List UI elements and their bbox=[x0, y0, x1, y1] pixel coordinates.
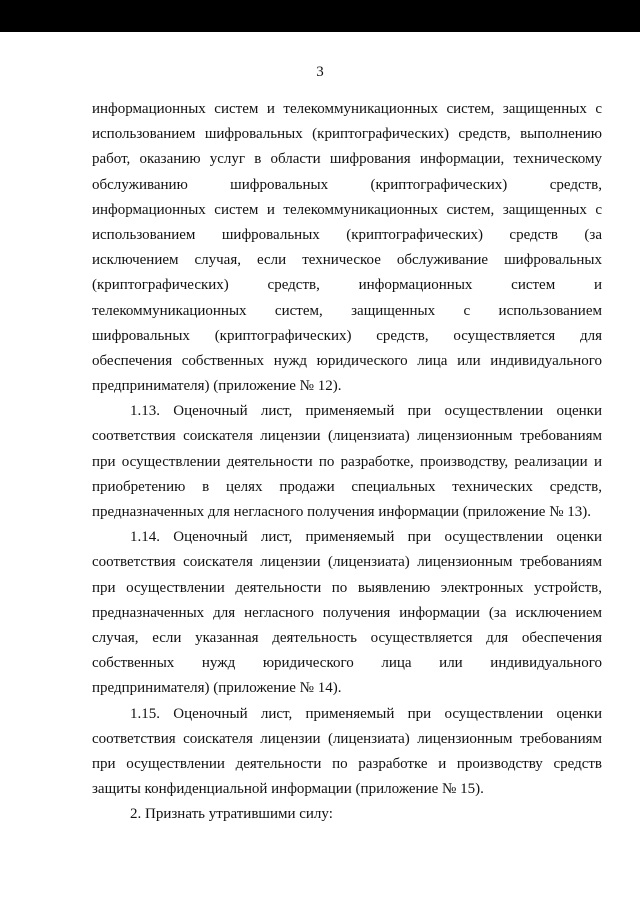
text-line: приобретению в целях продажи специальных технических средств, bbox=[92, 478, 602, 495]
paragraph-1-14-first-line: 1.14. Оценочный лист, применяемый при осуществлении оценки bbox=[130, 529, 602, 546]
text-line: информационных систем и телекоммуникационных систем, защищенных с bbox=[92, 101, 602, 117]
page-number: 3 bbox=[316, 64, 324, 80]
text-line: при осуществлении деятельности по выявлению электронных устройств, bbox=[92, 579, 602, 596]
paragraph-2-first-line: 2. Признать утратившими силу: bbox=[130, 806, 333, 823]
text-line: исключением случая, если техническое обслуживание шифровальных bbox=[92, 252, 602, 269]
text-line: при осуществлении деятельности по разработке и производству средств bbox=[92, 755, 602, 772]
document-body bbox=[92, 97, 602, 827]
text-line: собственных нужд юридического лица или индивидуального bbox=[92, 655, 602, 672]
paragraph-1-15-first-line: 1.15. Оценочный лист, применяемый при осуществлении оценки bbox=[130, 705, 602, 722]
text-line: при осуществлении деятельности по разработке, производству, реализации и bbox=[92, 453, 602, 470]
text-line: предназначенных для негласного получения информации (за исключением bbox=[92, 604, 602, 621]
text-line: обслуживанию шифровальных (криптографических) средств, bbox=[92, 176, 602, 193]
text-line: (криптографических) средств, информационных систем и bbox=[92, 277, 602, 294]
text-line: предназначенных для негласного получения информации (приложение № 13). bbox=[92, 504, 591, 520]
text-line: соответствия соискателя лицензии (лицензиата) лицензионным требованиям bbox=[92, 730, 602, 747]
text-line: случая, если указанная деятельность осуществляется для обеспечения bbox=[92, 629, 602, 646]
text-line: использованием шифровальных (криптографических) средств (за bbox=[92, 226, 602, 243]
paragraph-1-13-first-line: 1.13. Оценочный лист, применяемый при осуществлении оценки bbox=[130, 403, 602, 420]
text-line: работ, оказанию услуг в области шифрования информации, техническому bbox=[92, 151, 602, 168]
text-line: соответствия соискателя лицензии (лицензиата) лицензионным требованиям bbox=[92, 428, 602, 445]
text-line: шифровальных (криптографических) средств, осуществляется для bbox=[92, 327, 602, 344]
text-line: предпринимателя) (приложение № 12). bbox=[92, 378, 342, 395]
text-line: информационных систем и телекоммуникационных систем, защищенных с bbox=[92, 201, 602, 218]
text-line: телекоммуникационных систем, защищенных с использованием bbox=[92, 302, 602, 319]
text-line: предпринимателя) (приложение № 14). bbox=[92, 680, 342, 697]
text-line: обеспечения собственных нужд юридического лица или индивидуального bbox=[92, 352, 602, 369]
text-line: соответствия соискателя лицензии (лицензиата) лицензионным требованиям bbox=[92, 554, 602, 571]
text-line: защиты конфиденциальной информации (приложение № 15). bbox=[92, 781, 484, 798]
text-line: использованием шифровальных (криптографических) средств, выполнению bbox=[92, 126, 602, 143]
scan-top-border bbox=[0, 0, 640, 32]
